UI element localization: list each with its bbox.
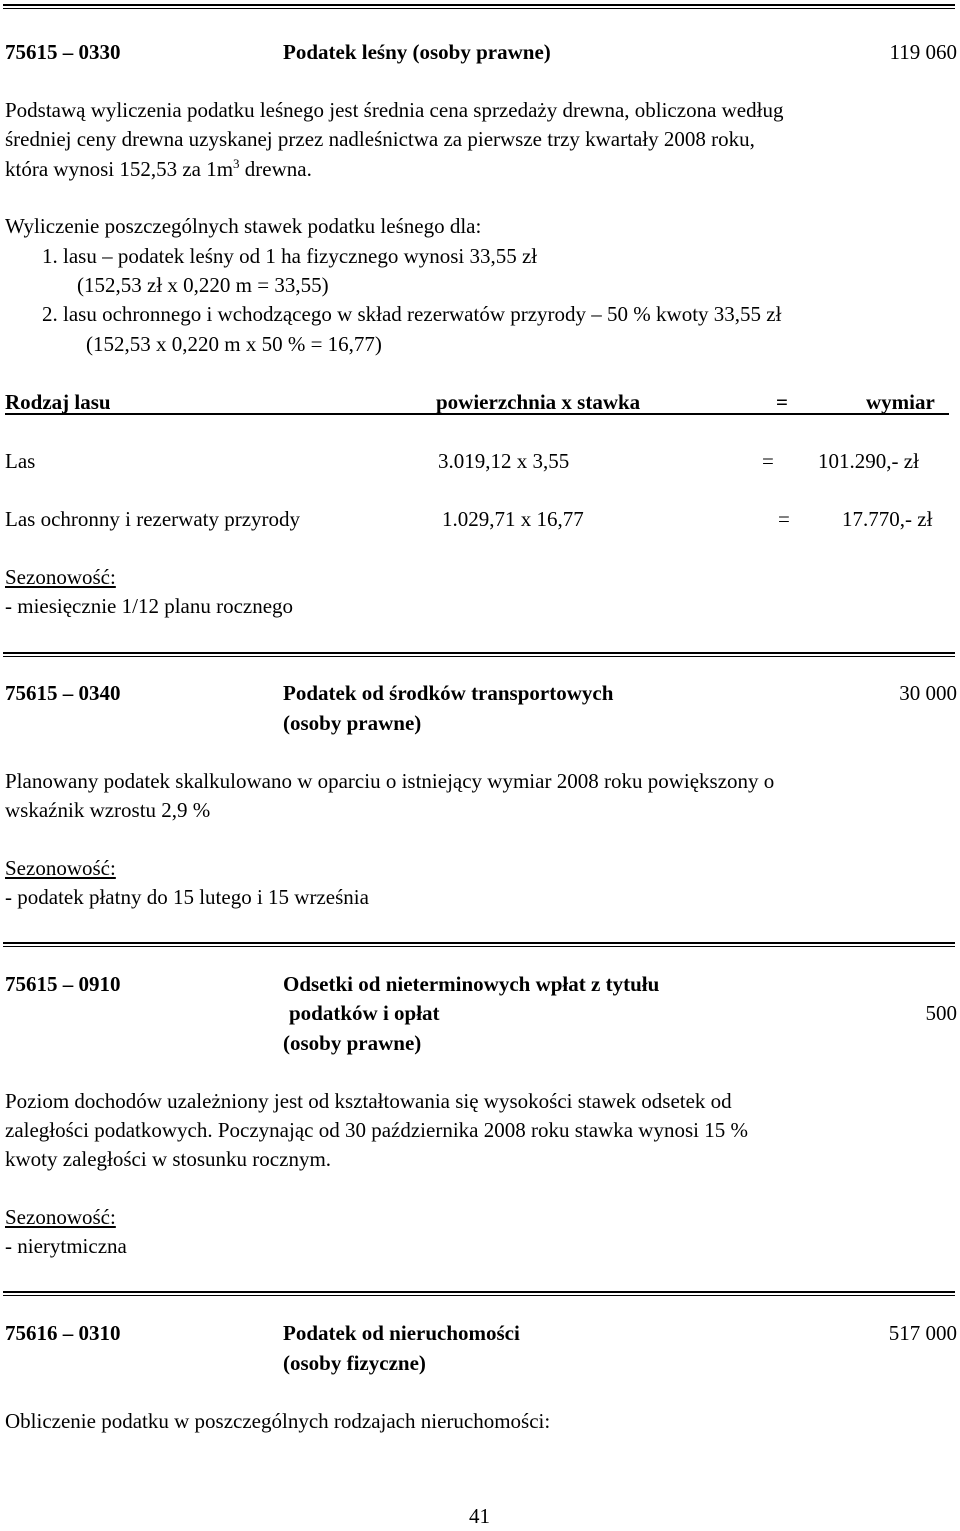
section-amount: 119 060 [889,40,957,64]
calc-intro: Wyliczenie poszczególnych stawek podatku leśnego dla: [5,214,482,238]
season-label: Sezonowość: [5,1205,116,1229]
paragraph-line: Obliczenie podatku w poszczególnych rodzajach nieruchomości: [5,1409,551,1433]
section-code: 75616 – 0310 [5,1321,121,1345]
table-header-eq: = [776,390,788,414]
paragraph-line: średniej ceny drewna uzyskanej przez nadleśnictwa za pierwsze trzy kwartały 2008 roku, [5,127,755,151]
section-amount: 517 000 [888,1321,957,1345]
table-cell-formula: 3.019,12 x 3,55 [438,449,570,473]
page-number: 41 [469,1504,490,1528]
season-value: - miesięcznie 1/12 planu rocznego [5,594,294,618]
section-title: Podatek od środków transportowych [283,681,614,705]
table-cell-result: 101.290,- zł [818,449,919,473]
paragraph-line: wskaźnik wzrostu 2,9 % [5,798,211,822]
table-cell-formula: 1.029,71 x 16,77 [442,507,584,531]
paragraph-line: Poziom dochodów uzależniony jest od kształtowania się wysokości stawek odsetek od [5,1089,732,1113]
section-subtitle: (osoby prawne) [283,711,422,735]
table-cell-eq: = [778,507,790,531]
section-amount: 30 000 [899,681,957,705]
paragraph-line: kwoty zaległości w stosunku rocznym. [5,1147,332,1171]
superscript: 3 [233,156,240,171]
paragraph-line [5,155,312,184]
table-cell-result: 17.770,- zł [842,507,933,531]
season-value: - podatek płatny do 15 lutego i 15 września [5,885,369,909]
section-subtitle: (osoby prawne) [283,1031,422,1055]
table-cell-type: Las [5,449,36,473]
section-rule [3,1291,955,1296]
list-item: 2. lasu ochronnego i wchodzącego w skład rezerwatów przyrody – 50 % kwoty 33,55 zł [42,302,782,326]
season-value: - nierytmiczna [5,1234,127,1258]
table-header-underline [5,413,949,415]
section-code: 75615 – 0910 [5,972,121,996]
table-header-result: wymiar [866,390,935,414]
season-label: Sezonowość: [5,856,116,880]
section-subtitle: (osoby fizyczne) [283,1351,426,1375]
section-title: Odsetki od nieterminowych wpłat z tytułu [283,972,660,996]
season-label: Sezonowość: [5,565,116,589]
section-rule [3,652,955,657]
list-item: 1. lasu – podatek leśny od 1 ha fizycznego wynosi 33,55 zł [42,244,538,268]
table-header-formula: powierzchnia x stawka [436,390,641,414]
section-amount: 500 [925,1001,957,1025]
paragraph-text: drewna. [239,157,312,181]
table-header-type: Rodzaj lasu [5,390,111,414]
table-cell-eq: = [762,449,774,473]
table-cell-type: Las ochronny i rezerwaty przyrody [5,507,301,531]
section-code: 75615 – 0340 [5,681,121,705]
top-rule [3,4,955,9]
section-subtitle: podatków i opłat [289,1001,440,1025]
paragraph-line: zaległości podatkowych. Poczynając od 30 października 2008 roku stawka wynosi 15 % [5,1118,748,1142]
paragraph-line: Podstawą wyliczenia podatku leśnego jest średnia cena sprzedaży drewna, obliczona według [5,98,784,122]
section-title: Podatek od nieruchomości [283,1321,520,1345]
section-code: 75615 – 0330 [5,40,121,64]
paragraph-text: która wynosi 152,53 za 1m [5,157,234,181]
list-item-detail: (152,53 x 0,220 m x 50 % = 16,77) [86,332,382,356]
section-rule [3,942,955,947]
paragraph-line: Planowany podatek skalkulowano w oparciu o istniejący wymiar 2008 roku powiększony o [5,769,775,793]
section-title: Podatek leśny (osoby prawne) [283,40,551,64]
list-item-detail: (152,53 zł x 0,220 m = 33,55) [77,273,329,297]
